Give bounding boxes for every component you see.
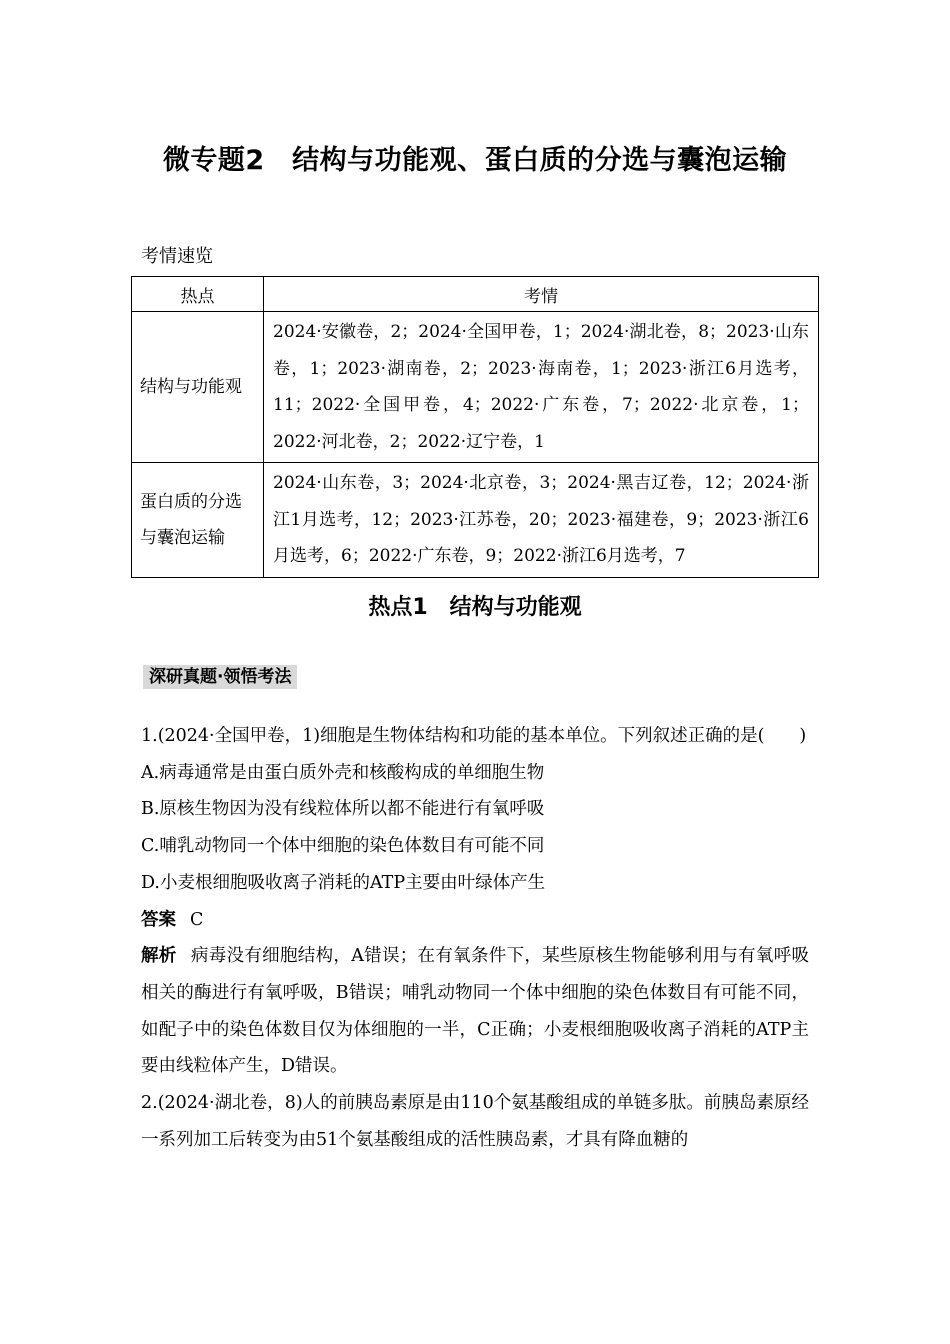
table-header-row	[132, 277, 819, 312]
analysis-text: 病毒没有细胞结构，A错误；在有氧条件下，某些原核生物能够利用与有氧呼吸相关的酶进行有氧呼吸，B错误；哺乳动物同一个体中细胞的染色体数目有可能不同，如配子中的染色体数目仅为体细胞的一半，C正确；小麦根细胞吸收离子消耗的ATP主要由线粒体产生，D错误。	[141, 946, 810, 1077]
table-header-info: 考情	[264, 277, 819, 312]
analysis-label: 解析	[141, 946, 177, 967]
question-1-analysis	[141, 938, 809, 1085]
answer-value: C	[190, 909, 204, 930]
question-1-option-d: D.小麦根细胞吸收离子消耗的ATP主要由叶绿体产生	[141, 872, 546, 893]
question-1-option-b: B.原核生物因为没有线粒体所以都不能进行有氧呼吸	[141, 799, 545, 820]
table-cell-info: 2024·山东卷，3；2024·北京卷，3；2024·黑吉辽卷，12；2024·浙江1月选考，12；2023·江苏卷，20；2023·福建卷，9；2023·浙江6月选考，6；2022·广东卷，9；2022·浙江6月选考，7	[264, 463, 819, 578]
question-1-answer	[141, 902, 809, 939]
answer-label: 答案	[141, 909, 176, 930]
question-body	[141, 718, 809, 1158]
question-2-stem: 2.(2024·湖北卷，8)人的前胰岛素原是由110个氨基酸组成的单链多肽。前胰岛素原经一系列加工后转变为由51个氨基酸组成的活性胰岛素，才具有降血糖的	[141, 1093, 809, 1150]
overview-table	[131, 276, 819, 578]
question-1-option-c: C.哺乳动物同一个体中细胞的染色体数目有可能不同	[141, 836, 545, 857]
table-cell-hotspot: 蛋白质的分选与囊泡运输	[132, 463, 264, 578]
hotspot-title: 热点1 结构与功能观	[368, 595, 582, 620]
overview-label: 考情速览	[141, 246, 213, 267]
section-tag: 深研真题·领悟考法	[143, 665, 297, 689]
question-1-stem: 1.(2024·全国甲卷，1)细胞是生物体结构和功能的基本单位。下列叙述正确的是( )	[141, 726, 807, 746]
table-cell-hotspot: 结构与功能观	[132, 312, 264, 463]
table-cell-info: 2024·安徽卷，2；2024·全国甲卷，1；2024·湖北卷，8；2023·山东卷，1；2023·湖南卷，2；2023·海南卷，1；2023·浙江6月选考，11；2022·全国甲卷，4；2022·广东卷，7；2022·北京卷，1；2022·河北卷，2；2022·辽宁卷，1	[264, 312, 819, 463]
table-row	[132, 463, 819, 578]
table-header-hotspot: 热点	[132, 277, 264, 312]
question-1-option-a: A.病毒通常是由蛋白质外壳和核酸构成的单细胞生物	[141, 762, 545, 783]
table-row	[132, 312, 819, 463]
page-title: 微专题2 结构与功能观、蛋白质的分选与囊泡运输	[162, 145, 788, 176]
